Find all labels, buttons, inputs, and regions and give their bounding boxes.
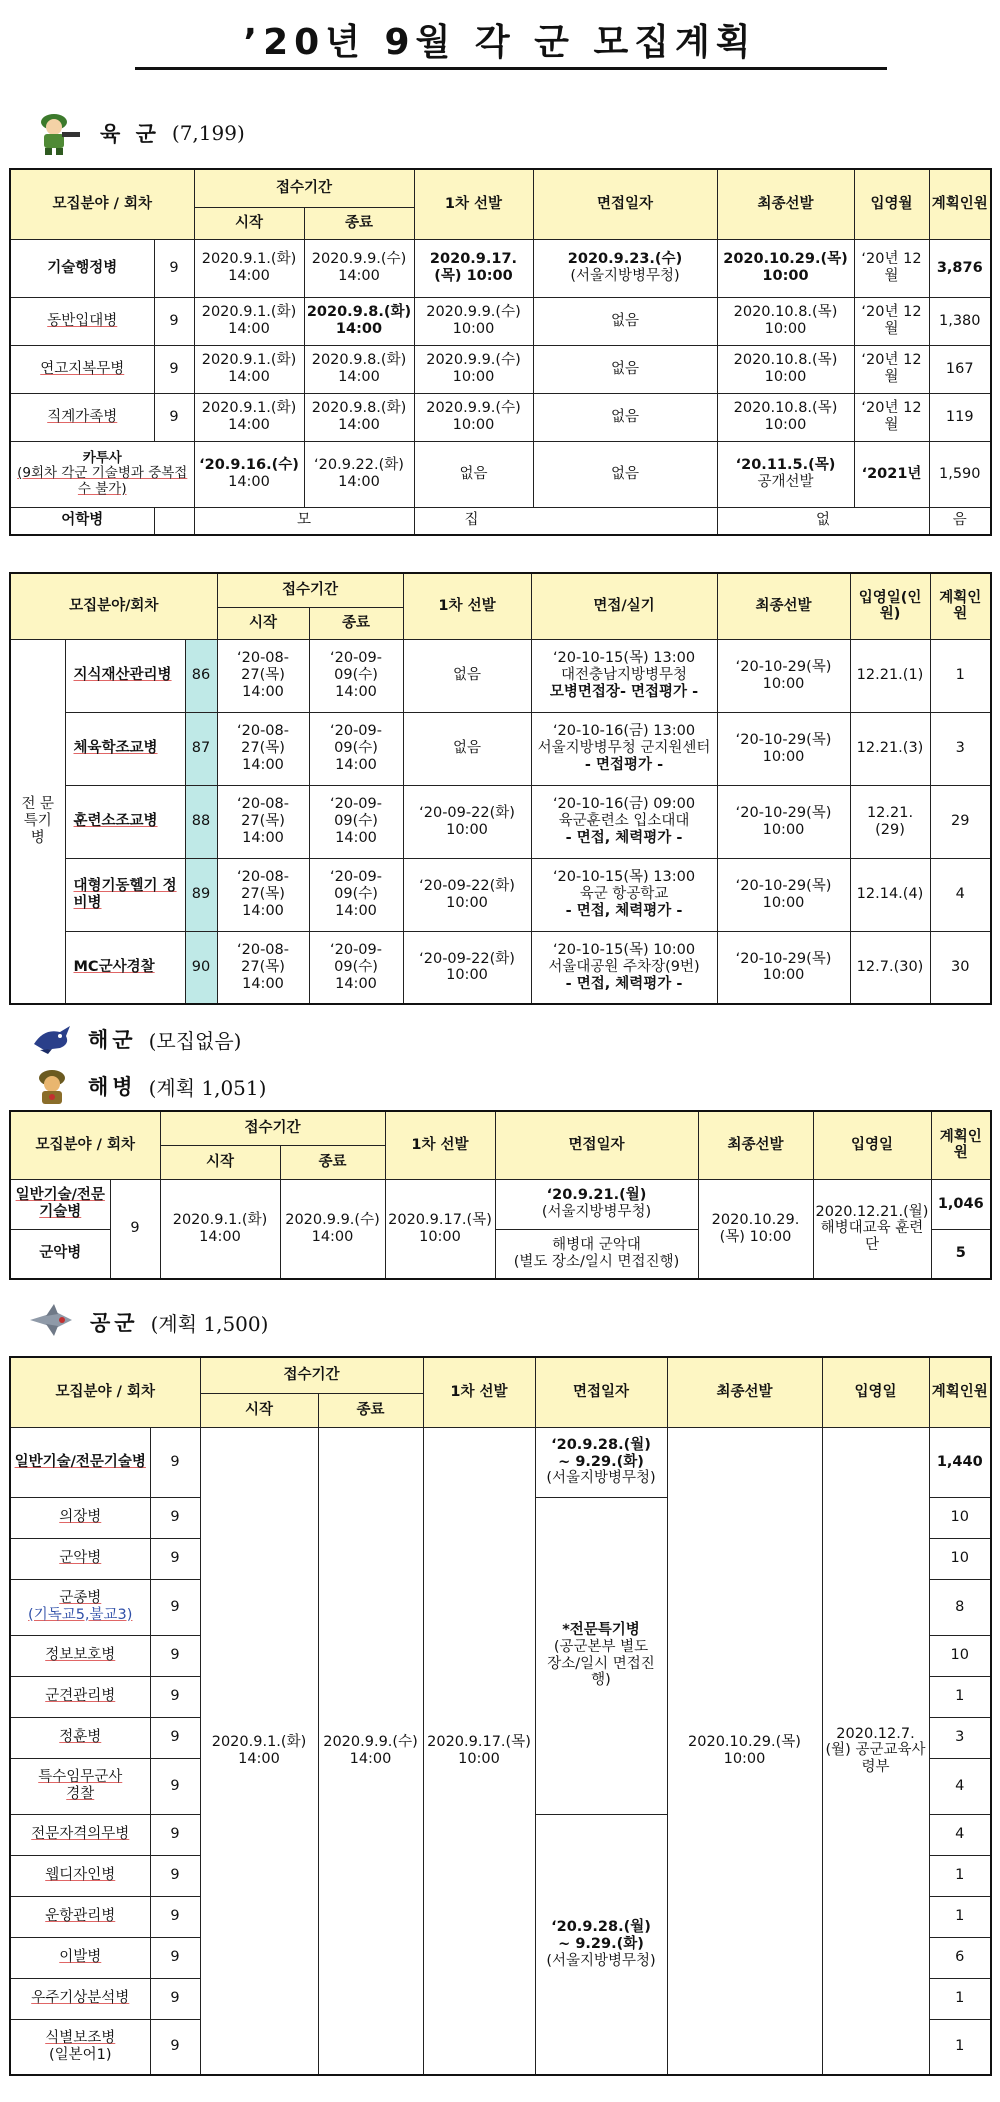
marine-header-period: 접수기간 — [160, 1111, 385, 1145]
special-row-planned: 29 — [930, 785, 991, 858]
army-mascot-icon — [30, 110, 86, 156]
army-row-end: 2020.9.8.(화) 14:00 — [304, 393, 414, 441]
title-underline — [135, 67, 887, 70]
special-row-end: ‘20-09-09(수) 14:00 — [309, 639, 403, 712]
army-katusa-note: (9회차 각군 기술병과 중복접수 불가) — [17, 465, 188, 497]
special-row-interview — [531, 785, 717, 858]
special-row-round: 88 — [185, 785, 217, 858]
marine-section-header — [30, 1066, 266, 1106]
special-row-iv-type: - 면접, 체력평가 - — [565, 902, 683, 919]
army-row-final: 2020.10.29.(목) 10:00 — [717, 239, 854, 297]
table-row — [10, 297, 991, 345]
airforce-iv-a-date1: ‘20.9.28.(월) — [551, 1436, 651, 1453]
army-section-header — [30, 110, 245, 156]
special-header-interview: 면접/실기 — [531, 573, 717, 639]
table-row — [10, 507, 991, 535]
airforce-row-planned: 1 — [929, 2019, 991, 2075]
marine-row-interview — [495, 1229, 698, 1279]
army-row-enlist: ‘20년 12월 — [854, 297, 929, 345]
airforce-section-header — [26, 1302, 268, 1342]
airforce-header-period: 접수기간 — [200, 1357, 423, 1393]
airforce-row-name — [10, 1579, 150, 1635]
airforce-row-planned: 1,440 — [929, 1427, 991, 1497]
airforce-iv-b-note1: (공군본부 별도 — [553, 1638, 649, 1655]
airforce-header-enlist: 입영일 — [822, 1357, 929, 1427]
marine-end: 2020.9.9.(수) 14:00 — [280, 1179, 385, 1279]
special-header-end: 종료 — [309, 607, 403, 639]
table-row — [10, 1179, 991, 1229]
airforce-row-planned: 1 — [929, 1855, 991, 1896]
airforce-iv-a-date2: ~ 9.29.(화) — [558, 1453, 644, 1470]
marine-row-planned: 5 — [931, 1229, 991, 1279]
airforce-start: 2020.9.1.(화) 14:00 — [200, 1427, 318, 2075]
army-row-end: 2020.9.8.(화) 14:00 — [304, 345, 414, 393]
special-row-enlist: 12.21.(1) — [850, 639, 930, 712]
army-row-start: 2020.9.1.(화) 14:00 — [194, 345, 304, 393]
special-row-planned: 3 — [930, 712, 991, 785]
airforce-header-first: 1차 선발 — [423, 1357, 535, 1427]
special-row-iv-type: - 면접, 체력평가 - — [565, 975, 683, 992]
table-row — [10, 858, 991, 931]
airforce-row-name: 우주기상분석병 — [10, 1978, 150, 2019]
navy-mascot-icon — [30, 1022, 74, 1056]
special-row-first: 없음 — [403, 712, 531, 785]
airforce-row-round: 9 — [150, 1814, 200, 1855]
airforce-row-planned: 10 — [929, 1635, 991, 1676]
airforce-mascot-icon — [26, 1302, 76, 1342]
marine-header-end: 종료 — [280, 1145, 385, 1179]
special-row-planned: 1 — [930, 639, 991, 712]
airforce-row-planned: 1 — [929, 1676, 991, 1717]
army-row-round: 9 — [154, 239, 194, 297]
army-row-first: 2020.9.9.(수) 10:00 — [414, 297, 533, 345]
airforce-row-name-text: 군종병 — [59, 1590, 102, 1607]
airforce-row-round: 9 — [150, 2019, 200, 2075]
special-row-start: ‘20-08-27(목) 14:00 — [217, 785, 309, 858]
special-header-start: 시작 — [217, 607, 309, 639]
special-row-final: ‘20-10-29(목) 10:00 — [717, 639, 850, 712]
army-row-round: 9 — [154, 393, 194, 441]
special-row-first: ‘20-09-22(화) 10:00 — [403, 785, 531, 858]
army-row-start: 2020.9.1.(화) 14:00 — [194, 393, 304, 441]
army-katusa-final-note: 공개선발 — [757, 474, 814, 490]
special-header-planned: 계획인원 — [930, 573, 991, 639]
airforce-interview-a — [535, 1427, 667, 1497]
special-row-end: ‘20-09-09(수) 14:00 — [309, 931, 403, 1004]
marine-start: 2020.9.1.(화) 14:00 — [160, 1179, 280, 1279]
special-row-name: 지식재산관리병 — [65, 639, 185, 712]
special-row-name: 대형기동헬기 정비병 — [65, 858, 185, 931]
airforce-row-round: 9 — [150, 1497, 200, 1538]
special-row-iv-place: 육군훈련소 입소대대 — [558, 813, 690, 830]
marine-name: 해병 — [88, 1075, 137, 1099]
airforce-interview-b — [535, 1497, 667, 1814]
special-row-iv-type: - 면접, 체력평가 - — [565, 829, 683, 846]
airforce-row-round: 9 — [150, 1538, 200, 1579]
airforce-row-name: 정훈병 — [10, 1717, 150, 1758]
army-row-enlist: ‘20년 12월 — [854, 393, 929, 441]
army-katusa-start — [194, 441, 304, 507]
special-row-first: 없음 — [403, 639, 531, 712]
special-row-first: ‘20-09-22(화) 10:00 — [403, 858, 531, 931]
marine-row-name: 군악병 — [10, 1229, 110, 1279]
marine-header-planned: 계획인원 — [931, 1111, 991, 1179]
army-katusa-final-date: ‘20.11.5.(목) — [735, 457, 836, 474]
army-row-planned: 119 — [929, 393, 991, 441]
special-group-label: 전 문 특기병 — [10, 639, 65, 1004]
special-row-final: ‘20-10-29(목) 10:00 — [717, 785, 850, 858]
special-row-iv-type: 모병면접장- 면접평가 - — [549, 683, 699, 700]
airforce-row-planned: 3 — [929, 1717, 991, 1758]
army-header-enlist: 입영월 — [854, 169, 929, 239]
table-row — [10, 931, 991, 1004]
airforce-row-round: 9 — [150, 1717, 200, 1758]
table-row — [10, 712, 991, 785]
special-row-name: 훈련소조교병 — [65, 785, 185, 858]
army-katusa-label: 카투사 — [82, 449, 122, 466]
special-row-end: ‘20-09-09(수) 14:00 — [309, 785, 403, 858]
airforce-enlist: 2020.12.7.(월) 공군교육사령부 — [822, 1427, 929, 2075]
special-row-round: 90 — [185, 931, 217, 1004]
marine-header-enlist: 입영일 — [813, 1111, 931, 1179]
special-header-enlist: 입영일(인원) — [850, 573, 930, 639]
army-row-interview-date: 2020.9.23.(수) — [567, 251, 683, 268]
table-row — [10, 1427, 991, 1497]
special-header-first: 1차 선발 — [403, 573, 531, 639]
army-row-final: 2020.10.8.(목) 10:00 — [717, 297, 854, 345]
page-title: ’20년 9월 각 군 모집계획 — [243, 22, 757, 63]
marine-header-final: 최종선발 — [698, 1111, 813, 1179]
airforce-row-name: 정보보호병 — [10, 1635, 150, 1676]
army-row-round: 9 — [154, 297, 194, 345]
marine-header-first: 1차 선발 — [385, 1111, 495, 1179]
airforce-row-name-text: 식별보조병 — [45, 2030, 116, 2047]
special-row-enlist: 12.7.(30) — [850, 931, 930, 1004]
airforce-row-name: 이발병 — [10, 1937, 150, 1978]
airforce-row-planned: 6 — [929, 1937, 991, 1978]
airforce-row-round: 9 — [150, 1427, 200, 1497]
army-lang-text-1: 모 — [194, 507, 414, 535]
special-row-start: ‘20-08-27(목) 14:00 — [217, 639, 309, 712]
army-katusa-name — [10, 441, 194, 507]
airforce-row-round: 9 — [150, 1855, 200, 1896]
special-row-start: ‘20-08-27(목) 14:00 — [217, 712, 309, 785]
airforce-row-planned: 4 — [929, 1814, 991, 1855]
army-row-name: 기술행정병 — [10, 239, 154, 297]
airforce-row-name-sub: (일본어1) — [48, 2046, 112, 2063]
army-katusa-start-date: ‘20.9.16.(수) — [199, 457, 299, 474]
table-row — [10, 345, 991, 393]
marine-row-iv-date: ‘20.9.21.(월) — [546, 1187, 647, 1204]
army-row-enlist: ‘20년 12월 — [854, 239, 929, 297]
army-row-first: 2020.9.9.(수) 10:00 — [414, 393, 533, 441]
airforce-row-name: 군악병 — [10, 1538, 150, 1579]
army-row-first: 2020.9.17.(목) 10:00 — [414, 239, 533, 297]
special-row-iv-place: 서울지방병무청 군지원센터 — [537, 740, 711, 757]
marine-row-planned: 1,046 — [931, 1179, 991, 1229]
marine-mascot-icon — [30, 1066, 74, 1106]
airforce-row-round: 9 — [150, 1676, 200, 1717]
special-row-start: ‘20-08-27(목) 14:00 — [217, 858, 309, 931]
special-row-interview — [531, 712, 717, 785]
airforce-interview-c — [535, 1814, 667, 2075]
marine-first: 2020.9.17.(목) 10:00 — [385, 1179, 495, 1279]
marine-final: 2020.10.29.(목) 10:00 — [698, 1179, 813, 1279]
airforce-first: 2020.9.17.(목) 10:00 — [423, 1427, 535, 2075]
army-lang-name: 어학병 — [10, 507, 154, 535]
marine-row-iv-place: (서울지방병무청) — [541, 1204, 652, 1220]
army-count: (7,199) — [171, 121, 245, 145]
army-lang-text-2: 집 — [414, 507, 717, 535]
special-row-enlist: 12.21.(3) — [850, 712, 930, 785]
special-row-end: ‘20-09-09(수) 14:00 — [309, 712, 403, 785]
airforce-row-round: 9 — [150, 1579, 200, 1635]
army-header-period: 접수기간 — [194, 169, 414, 207]
special-row-interview — [531, 858, 717, 931]
airforce-iv-b-title: *전문특기병 — [562, 1622, 640, 1639]
airforce-end: 2020.9.9.(수) 14:00 — [318, 1427, 423, 2075]
marine-row-iv-place: (별도 장소/일시 면접진행) — [513, 1253, 680, 1270]
airforce-row-round: 9 — [150, 1635, 200, 1676]
army-row-end: 2020.9.9.(수) 14:00 — [304, 239, 414, 297]
army-row-interview: 없음 — [533, 345, 717, 393]
special-row-iv-date: ‘20-10-15(목) 13:00 — [552, 650, 696, 667]
special-row-iv-place: 서울대공원 주차장(9번) — [548, 958, 700, 975]
army-row-planned: 3,876 — [929, 239, 991, 297]
army-name: 육 군 — [100, 122, 160, 146]
navy-section-header — [30, 1022, 241, 1056]
army-row-planned: 1,380 — [929, 297, 991, 345]
airforce-row-name: 웹디자인병 — [10, 1855, 150, 1896]
marine-row-iv-date: 해병대 군악대 — [552, 1237, 641, 1254]
special-header-field: 모집분야/회차 — [10, 573, 217, 639]
airforce-iv-b-note2: 장소/일시 면접진행) — [547, 1655, 655, 1689]
airforce-row-name: 전문자격의무병 — [10, 1814, 150, 1855]
airforce-header-final: 최종선발 — [667, 1357, 822, 1427]
army-table — [9, 168, 992, 536]
special-row-planned: 4 — [930, 858, 991, 931]
special-row-enlist: 12.21.(29) — [850, 785, 930, 858]
marine-enlist: 2020.12.21.(월) 해병대교육 훈련단 — [813, 1179, 931, 1279]
airforce-iv-c-place: (서울지방병무청) — [546, 1952, 656, 1969]
army-row-name: 연고지복무병 — [10, 345, 154, 393]
army-katusa-planned: 1,590 — [929, 441, 991, 507]
airforce-header-planned: 계획인원 — [929, 1357, 991, 1427]
special-row-iv-place: 육군 항공학교 — [579, 886, 669, 903]
army-row-interview: 없음 — [533, 297, 717, 345]
airforce-row-round: 9 — [150, 1758, 200, 1814]
airforce-row-planned: 10 — [929, 1538, 991, 1579]
airforce-row-planned: 1 — [929, 1978, 991, 2019]
army-header-interview: 면접일자 — [533, 169, 717, 239]
army-katusa-interview: 없음 — [533, 441, 717, 507]
special-row-end: ‘20-09-09(수) 14:00 — [309, 858, 403, 931]
army-lang-round — [154, 507, 194, 535]
special-row-interview — [531, 931, 717, 1004]
marine-count: (계획 1,051) — [148, 1075, 267, 1100]
airforce-row-planned: 1 — [929, 1896, 991, 1937]
special-row-round: 87 — [185, 712, 217, 785]
airforce-header-interview: 면접일자 — [535, 1357, 667, 1427]
airforce-iv-a-place: (서울지방병무청) — [546, 1470, 656, 1487]
airforce-iv-c-date1: ‘20.9.28.(월) — [551, 1919, 651, 1936]
airforce-row-name: 일반기술/전문기술병 — [10, 1427, 150, 1497]
marine-row-interview — [495, 1179, 698, 1229]
army-row-first: 2020.9.9.(수) 10:00 — [414, 345, 533, 393]
special-row-iv-date: ‘20-10-16(금) 13:00 — [552, 723, 696, 740]
army-header-end: 종료 — [304, 207, 414, 239]
army-row-interview — [533, 239, 717, 297]
airforce-row-round: 9 — [150, 1978, 200, 2019]
special-row-iv-type: - 면접평가 - — [584, 756, 664, 773]
special-row-interview — [531, 639, 717, 712]
army-header-field: 모집분야 / 회차 — [10, 169, 194, 239]
special-row-round: 86 — [185, 639, 217, 712]
special-row-final: ‘20-10-29(목) 10:00 — [717, 931, 850, 1004]
army-row-name: 동반입대병 — [10, 297, 154, 345]
army-header-final: 최종선발 — [717, 169, 854, 239]
army-header-planned: 계획인원 — [929, 169, 991, 239]
airforce-header-start: 시작 — [200, 1393, 318, 1427]
airforce-table — [9, 1356, 992, 2076]
table-row — [10, 393, 991, 441]
airforce-row-planned: 8 — [929, 1579, 991, 1635]
airforce-name: 공군 — [90, 1311, 139, 1335]
airforce-row-name: 운항관리병 — [10, 1896, 150, 1937]
table-row — [10, 239, 991, 297]
special-row-iv-date: ‘20-10-15(목) 10:00 — [552, 942, 696, 959]
special-row-planned: 30 — [930, 931, 991, 1004]
special-table — [9, 572, 992, 1005]
special-header-final: 최종선발 — [717, 573, 850, 639]
special-row-round: 89 — [185, 858, 217, 931]
marine-header-start: 시작 — [160, 1145, 280, 1179]
special-row-enlist: 12.14.(4) — [850, 858, 930, 931]
army-row-planned: 167 — [929, 345, 991, 393]
special-row-name: 체육학조교병 — [65, 712, 185, 785]
airforce-iv-c-date2: ~ 9.29.(화) — [558, 1935, 644, 1952]
airforce-header-field: 모집분야 / 회차 — [10, 1357, 200, 1427]
marine-header-field: 모집분야 / 회차 — [10, 1111, 160, 1179]
special-row-start: ‘20-08-27(목) 14:00 — [217, 931, 309, 1004]
special-header-period: 접수기간 — [217, 573, 403, 607]
army-katusa-enlist: ‘2021년 — [854, 441, 929, 507]
airforce-row-name: 의장병 — [10, 1497, 150, 1538]
army-row-enlist: ‘20년 12월 — [854, 345, 929, 393]
table-row — [10, 441, 991, 507]
army-row-end: 2020.9.8.(화) 14:00 — [304, 297, 414, 345]
airforce-row-name-sub: (기독교5,불교3) — [28, 1607, 133, 1623]
marine-table — [9, 1110, 992, 1280]
airforce-count: (계획 1,500) — [150, 1311, 269, 1336]
marine-header-interview: 면접일자 — [495, 1111, 698, 1179]
airforce-row-round: 9 — [150, 1896, 200, 1937]
army-row-final: 2020.10.8.(목) 10:00 — [717, 393, 854, 441]
airforce-row-name: 특수임무군사 경찰 — [10, 1758, 150, 1814]
army-row-name: 직계가족병 — [10, 393, 154, 441]
army-row-final: 2020.10.8.(목) 10:00 — [717, 345, 854, 393]
army-katusa-end: ‘20.9.22.(화) 14:00 — [304, 441, 414, 507]
special-row-iv-date: ‘20-10-15(목) 13:00 — [552, 869, 696, 886]
special-row-final: ‘20-10-29(목) 10:00 — [717, 712, 850, 785]
special-row-first: ‘20-09-22(화) 10:00 — [403, 931, 531, 1004]
navy-name: 해군 — [88, 1028, 137, 1052]
table-row — [10, 639, 991, 712]
special-row-iv-date: ‘20-10-16(금) 09:00 — [552, 796, 696, 813]
army-lang-text-4: 음 — [929, 507, 991, 535]
army-row-round: 9 — [154, 345, 194, 393]
army-katusa-final — [717, 441, 854, 507]
army-row-start: 2020.9.1.(화) 14:00 — [194, 297, 304, 345]
army-row-start: 2020.9.1.(화) 14:00 — [194, 239, 304, 297]
marine-round: 9 — [110, 1179, 160, 1279]
army-row-interview: 없음 — [533, 393, 717, 441]
airforce-header-end: 종료 — [318, 1393, 423, 1427]
army-katusa-first: 없음 — [414, 441, 533, 507]
army-header-first: 1차 선발 — [414, 169, 533, 239]
army-row-interview-place: (서울지방병무청) — [570, 268, 680, 284]
special-row-iv-place: 대전충남지방병무청 — [560, 667, 688, 684]
army-lang-text-3: 없 — [717, 507, 929, 535]
airforce-final: 2020.10.29.(목) 10:00 — [667, 1427, 822, 2075]
table-row — [10, 785, 991, 858]
airforce-row-round: 9 — [150, 1937, 200, 1978]
army-header-start: 시작 — [194, 207, 304, 239]
army-katusa-start-time: 14:00 — [228, 474, 270, 490]
special-row-final: ‘20-10-29(목) 10:00 — [717, 858, 850, 931]
navy-note: (모집없음) — [148, 1028, 242, 1053]
airforce-row-planned: 4 — [929, 1758, 991, 1814]
marine-row-name: 일반기술/전문기술병 — [10, 1179, 110, 1229]
airforce-row-planned: 10 — [929, 1497, 991, 1538]
airforce-row-name — [10, 2019, 150, 2075]
special-row-name: MC군사경찰 — [65, 931, 185, 1004]
airforce-row-name: 군견관리병 — [10, 1676, 150, 1717]
